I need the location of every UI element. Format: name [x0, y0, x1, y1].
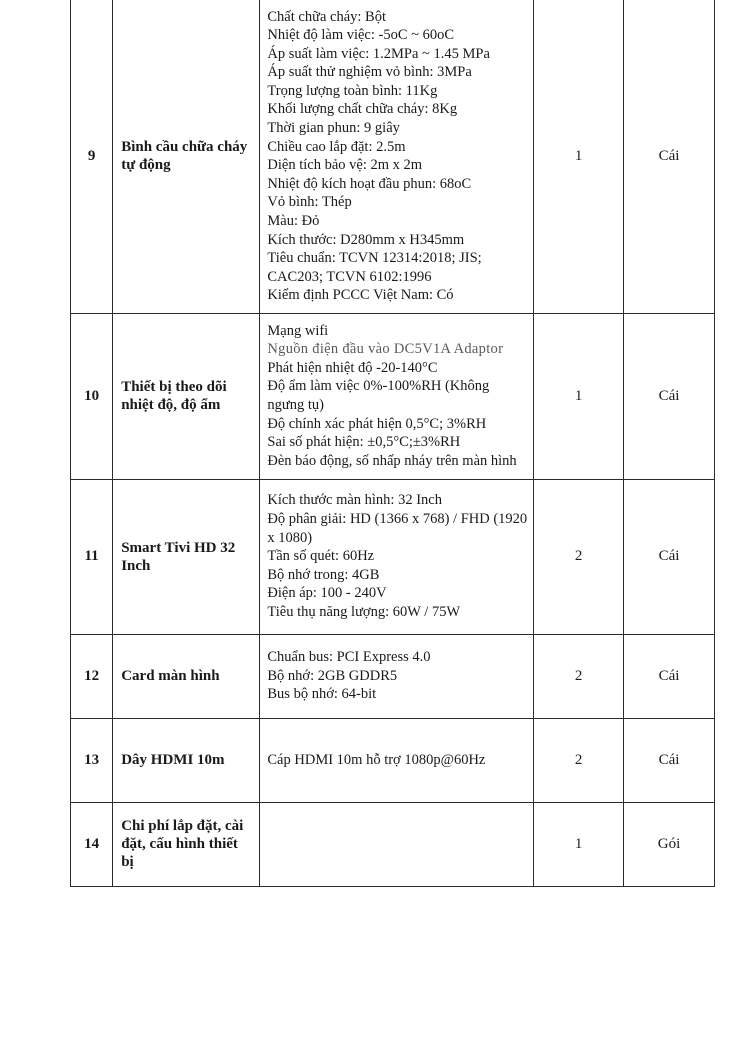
row-number: 13	[71, 718, 113, 802]
row-number: 9	[71, 0, 113, 313]
row-number: 12	[71, 634, 113, 718]
spec-line: Phát hiện nhiệt độ -20-140°C	[267, 359, 438, 376]
spec-line: Áp suất thử nghiệm vỏ bình: 3MPa	[267, 64, 472, 81]
spec-line: CAC203; TCVN 6102:1996	[267, 268, 432, 285]
table-row	[71, 634, 715, 718]
equipment-table	[70, 0, 715, 887]
table-row	[71, 718, 715, 802]
item-quantity: 1	[534, 802, 624, 886]
spec-line: Bus bộ nhớ: 64-bit	[267, 686, 377, 703]
spec-line: Chuẩn bus: PCI Express 4.0	[267, 649, 431, 666]
spec-line: Bộ nhớ trong: 4GB	[267, 566, 380, 583]
item-unit: Cái	[624, 634, 715, 718]
spec-line: Độ chính xác phát hiện 0,5°C; 3%RH	[267, 415, 487, 432]
item-quantity: 2	[534, 718, 624, 802]
item-unit: Gói	[624, 802, 715, 886]
spec-line: Bộ nhớ: 2GB GDDR5	[267, 667, 398, 684]
spec-line: Trọng lượng toàn bình: 11Kg	[267, 82, 438, 99]
row-number: 14	[71, 802, 113, 886]
table-row	[71, 313, 715, 479]
item-unit: Cái	[624, 479, 715, 634]
spec-line: Màu: Đỏ	[267, 213, 320, 230]
spec-line: Sai số phát hiện: ±0,5°C;±3%RH	[267, 434, 461, 451]
spec-line: Điện áp: 100 - 240V	[267, 585, 387, 602]
item-specs	[260, 718, 534, 802]
item-quantity: 2	[534, 634, 624, 718]
item-name: Smart Tivi HD 32 Inch	[113, 479, 260, 634]
spec-line: Mạng wifi	[267, 322, 329, 339]
spec-line: Nhiệt độ làm việc: -5oC ~ 60oC	[267, 27, 455, 44]
row-number: 10	[71, 313, 113, 479]
item-quantity: 2	[534, 479, 624, 634]
table-row	[71, 479, 715, 634]
spec-line: Tiêu thụ năng lượng: 60W / 75W	[267, 603, 461, 620]
item-unit: Cái	[624, 0, 715, 313]
spec-line: Kích thước: D280mm x H345mm	[267, 231, 465, 248]
spec-line: Nhiệt độ kích hoạt đầu phun: 68oC	[267, 175, 472, 192]
spec-line: Độ phân giải: HD (1366 x 768) / FHD (1920 x 1080)	[267, 511, 528, 546]
item-specs	[260, 313, 534, 479]
spec-line: Kiểm định PCCC Việt Nam: Có	[267, 287, 454, 304]
table-row	[71, 802, 715, 886]
spec-line: Tiêu chuẩn: TCVN 12314:2018; JIS;	[267, 250, 482, 267]
item-name: Dây HDMI 10m	[113, 718, 260, 802]
spec-line: Diện tích bảo vệ: 2m x 2m	[267, 157, 423, 174]
spec-line: Vỏ bình: Thép	[267, 194, 352, 211]
spec-line: Cáp HDMI 10m hỗ trợ 1080p@60Hz	[267, 751, 486, 768]
item-unit: Cái	[624, 313, 715, 479]
item-name: Thiết bị theo dõi nhiệt độ, độ ẩm	[113, 313, 260, 479]
item-specs	[260, 802, 534, 886]
item-specs	[260, 634, 534, 718]
spec-line: Kích thước màn hình: 32 Inch	[267, 492, 442, 509]
spec-line: Chất chữa cháy: Bột	[267, 8, 386, 25]
row-number: 11	[71, 479, 113, 634]
item-quantity: 1	[534, 313, 624, 479]
table-row	[71, 0, 715, 313]
item-name: Card màn hình	[113, 634, 260, 718]
item-specs	[260, 479, 534, 634]
spec-line: Chiều cao lắp đặt: 2.5m	[267, 138, 406, 155]
item-name: Bình cầu chữa cháy tự động	[113, 0, 260, 313]
spec-line: Nguồn điện đầu vào DC5V1A Adaptor	[267, 341, 504, 358]
spec-line: Đèn báo động, số nhấp nháy trên màn hình	[267, 452, 517, 469]
item-quantity: 1	[534, 0, 624, 313]
item-name: Chi phí lắp đặt, cài đặt, cấu hình thiết bị	[113, 802, 260, 886]
spec-line: Áp suất làm việc: 1.2MPa ~ 1.45 MPa	[267, 45, 490, 62]
spec-line: Tần số quét: 60Hz	[267, 548, 375, 565]
item-specs	[260, 0, 534, 313]
spec-line: Khối lượng chất chữa cháy: 8Kg	[267, 101, 458, 118]
item-unit: Cái	[624, 718, 715, 802]
spec-line: Thời gian phun: 9 giây	[267, 120, 400, 137]
spec-line: Độ ẩm làm việc 0%-100%RH (Không ngưng tụ)	[267, 378, 490, 413]
